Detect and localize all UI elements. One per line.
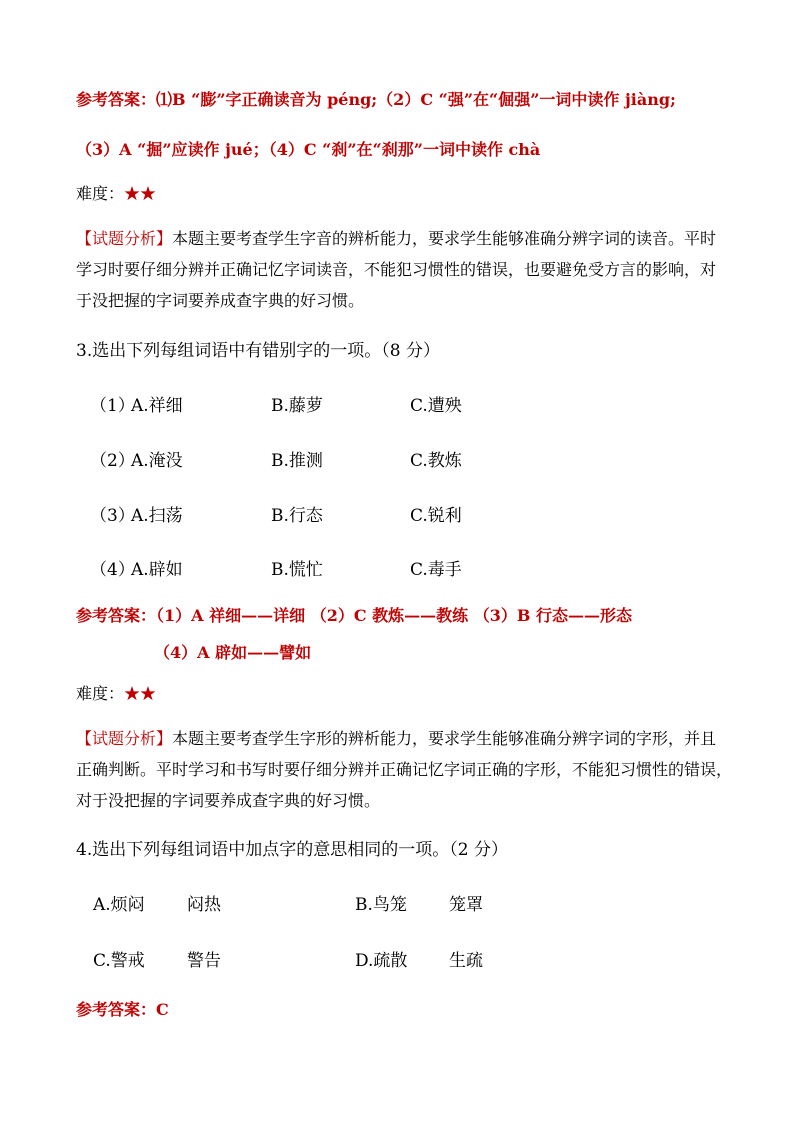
- q4-answer-value: C: [156, 1000, 169, 1019]
- q3-row2-option-c: C.教炼: [410, 451, 462, 471]
- q3-row1-option-c: C.遭殃: [410, 396, 462, 416]
- q3-analysis-text1: 本题主要考查学生字形的辨析能力，要求学生能够准确分辨字词的字形，并且: [172, 729, 717, 748]
- q4-option-b-label: B.鸟笼: [355, 895, 407, 915]
- q3-row3-option-b: B.行态: [271, 506, 323, 526]
- q4-option-d-pair: 生疏: [449, 951, 483, 971]
- q3-analysis-tag: 【试题分析】: [76, 729, 173, 748]
- q3-row4-option-c: C.毒手: [410, 560, 462, 580]
- q4-option-a-label: A.烦闷: [93, 895, 145, 915]
- q3-row3-option-c: C.锐利: [410, 506, 462, 526]
- q4-option-c-label: C.警戒: [93, 951, 145, 971]
- q3-row4-option-a: A.辟如: [131, 560, 183, 580]
- q3-analysis-line1: [76, 729, 716, 749]
- q3-answer-line1: [76, 606, 632, 626]
- q2-analysis-line2: 学习时要仔细分辨并正确记忆字词读音，不能犯习惯性的错误，也要避免受方言的影响，对: [76, 260, 717, 279]
- q2-difficulty-label: 难度：: [76, 184, 125, 203]
- q3-row3-num: （3）: [90, 506, 135, 526]
- q4-option-c-pair: 警告: [187, 951, 221, 971]
- q3-question: 3.选出下列每组词语中有错别字的一项。（8 分）: [76, 341, 440, 361]
- q3-difficulty: [76, 684, 156, 704]
- q3-answer-label: 参考答案：: [76, 606, 157, 625]
- q3-difficulty-stars-icon: ★★: [124, 684, 157, 703]
- q3-answer-text1: （1）A 祥细——详细 （2）C 教炼——教练 （3）B 行态——形态: [156, 606, 632, 625]
- q3-difficulty-label: 难度：: [76, 684, 125, 703]
- q4-question: 4.选出下列每组词语中加点字的意思相同的一项。（2 分）: [76, 840, 508, 860]
- q4-option-d-label: D.疏散: [355, 951, 408, 971]
- q2-analysis-tag: 【试题分析】: [76, 229, 173, 248]
- q3-row1-num: （1）: [90, 396, 135, 416]
- q3-row4-num: （4）: [90, 560, 135, 580]
- q3-row2-num: （2）: [90, 451, 135, 471]
- q3-row3-option-a: A.扫荡: [131, 506, 183, 526]
- q2-difficulty-stars-icon: ★★: [124, 184, 157, 203]
- q3-row1-option-a: A.祥细: [131, 396, 183, 416]
- q2-analysis-text1: 本题主要考查学生字音的辨析能力，要求学生能够准确分辨字词的读音。平时: [172, 229, 717, 248]
- q3-analysis-line3: 对于没把握的字词要养成查字典的好习惯。: [76, 791, 381, 810]
- q2-analysis-line3: 于没把握的字词要养成查字典的好习惯。: [76, 291, 365, 310]
- q3-row1-option-b: B.藤萝: [271, 396, 323, 416]
- q2-answer-text1: ⑴B “膨”字正确读音为 péng;（2）C “强”在“倔强”一词中读作 jiàng;: [156, 90, 676, 109]
- q4-answer-label: 参考答案：: [76, 1000, 157, 1019]
- q4-answer: [76, 1000, 169, 1020]
- q4-option-a-pair: 闷热: [187, 895, 221, 915]
- q2-answer-line2: （3）A “掘”应读作 jué；（4）C “刹”在“刹那”一词中读作 chà: [76, 140, 541, 159]
- q2-answer-line1: [76, 90, 676, 110]
- q3-row2-option-b: B.推测: [271, 451, 323, 471]
- q3-answer-line2: （4）A 辟如——譬如: [154, 643, 312, 662]
- q3-row2-option-a: A.淹没: [131, 451, 183, 471]
- q3-row4-option-b: B.慌忙: [271, 560, 323, 580]
- q2-answer-label: 参考答案：: [76, 90, 157, 109]
- q2-difficulty: [76, 184, 156, 204]
- q3-analysis-line2: 正确判断。平时学习和书写时要仔细分辨并正确记忆字词正确的字形，不能犯习惯性的错误，: [76, 760, 733, 779]
- q2-analysis-line1: [76, 229, 716, 249]
- q4-option-b-pair: 笼罩: [449, 895, 483, 915]
